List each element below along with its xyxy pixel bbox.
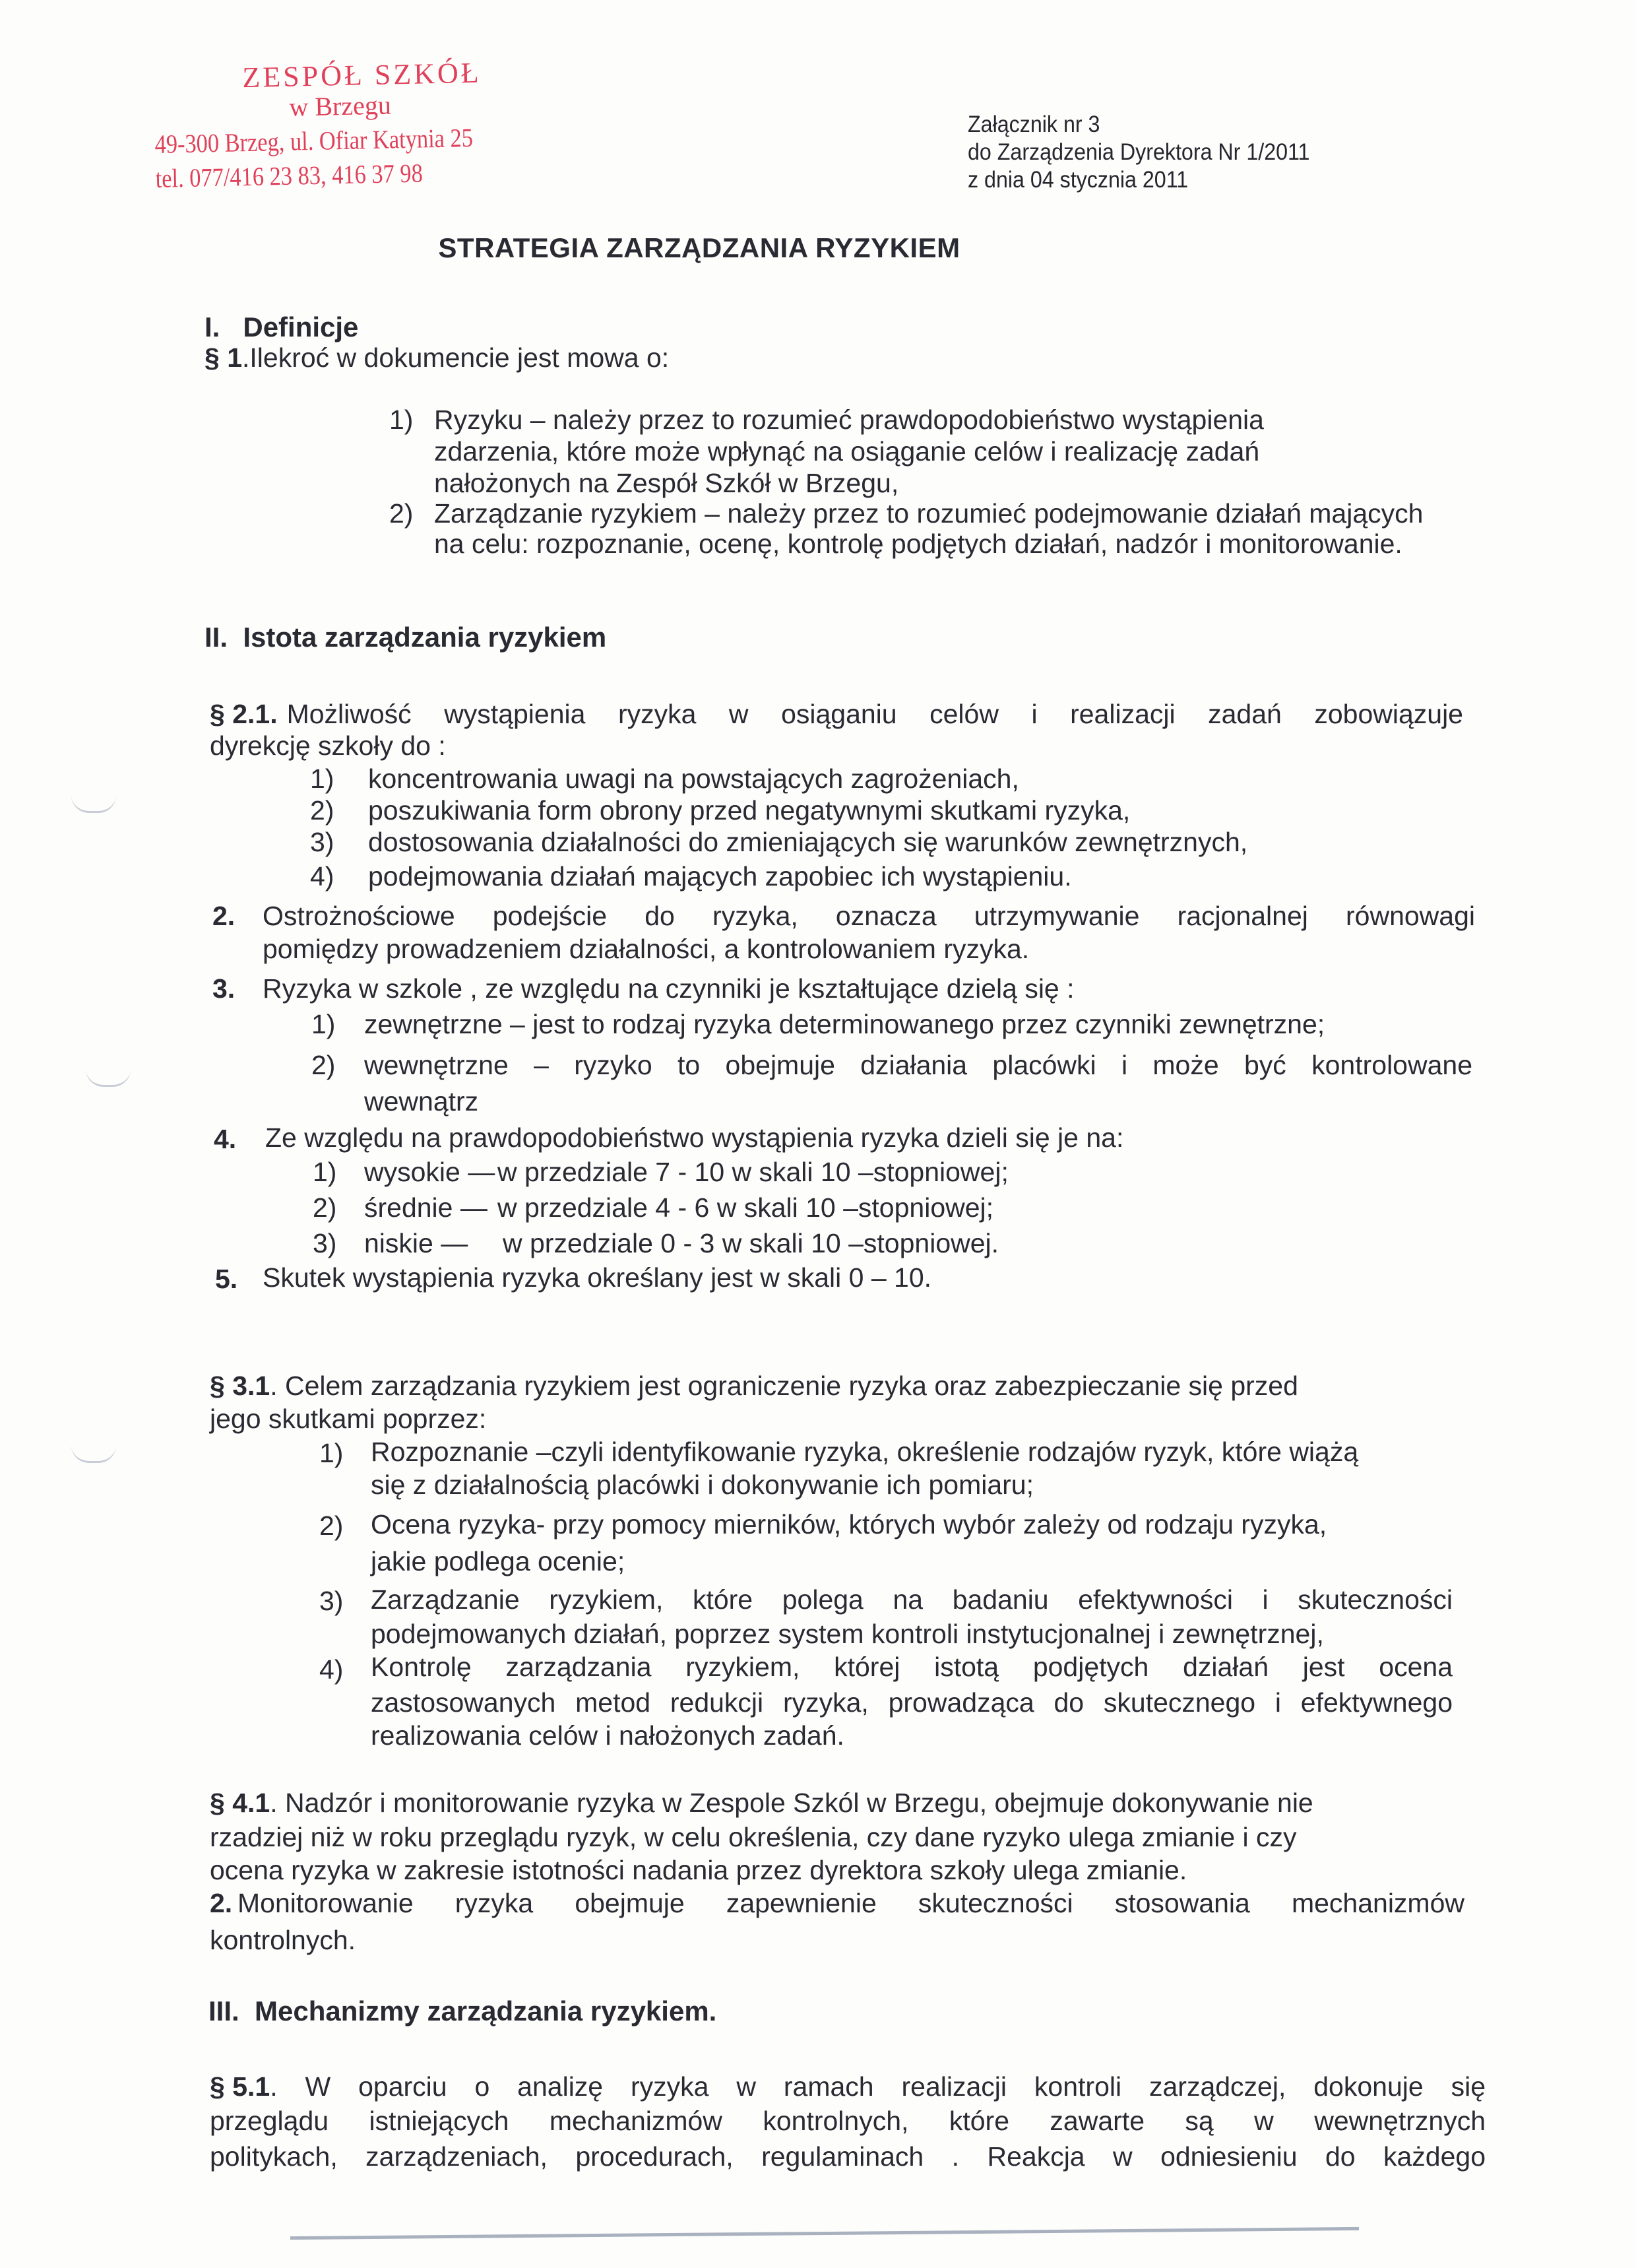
section-number: I. bbox=[204, 311, 220, 342]
paragraph-text: . Nadzór i monitorowanie ryzyka w Zespole Szkól w Brzegu, obejmuje dokonywanie nie bbox=[270, 1788, 1313, 1818]
punch-hole-mark bbox=[86, 1069, 131, 1087]
list-number: 3) bbox=[319, 1586, 344, 1616]
risk-level-range: w przedziale 4 - 6 w skali 10 –stopniowej; bbox=[497, 1192, 994, 1223]
school-stamp bbox=[153, 54, 565, 208]
list-item-text bbox=[371, 1651, 1453, 1683]
list-item-text: koncentrowania uwagi na powstających zagrożeniach, bbox=[368, 763, 1019, 794]
paragraph-text: . W oparciu o analizę ryzyka w ramach realizacji kontroli zarządczej, dokonuje się bbox=[270, 2071, 1486, 2102]
list-item-text: podejmowanych działań, poprzez system kontroli instytucjonalnej i zewnętrznej, bbox=[371, 1619, 1324, 1649]
list-number: 1) bbox=[389, 405, 414, 435]
list-item-text: wewnątrz bbox=[364, 1086, 479, 1117]
list-item-text: realizowania celów i nałożonych zadań. bbox=[371, 1720, 844, 1751]
risk-level-range: w przedziale 0 - 3 w skali 10 –stopniowej. bbox=[503, 1228, 999, 1258]
list-number: 1) bbox=[313, 1157, 337, 1187]
paragraph-mark: § 2.1. bbox=[210, 699, 278, 729]
annex-number: Załącznik nr 3 bbox=[968, 112, 1100, 137]
annex-date: z dnia 04 stycznia 2011 bbox=[968, 167, 1189, 193]
paragraph-line: Ze względu na prawdopodobieństwo wystąpienia ryzyka dzieli się je na: bbox=[265, 1122, 1124, 1153]
risk-level-label: wysokie — bbox=[364, 1157, 495, 1187]
section-heading-mechanisms bbox=[208, 1995, 716, 2027]
section-heading-definitions bbox=[204, 311, 358, 343]
list-number: 1) bbox=[319, 1438, 344, 1468]
list-number: 3. bbox=[212, 973, 236, 1004]
list-item-line: Zarządzanie ryzykiem, które polega na badaniu efektywności i skuteczności bbox=[371, 1584, 1453, 1615]
list-number: 4) bbox=[310, 861, 334, 891]
section-title: Mechanizmy zarządzania ryzykiem. bbox=[255, 1995, 717, 2026]
paragraph-text: Monitorowanie ryzyka obejmuje zapewnienie skuteczności stosowania mechanizmów bbox=[237, 1888, 1464, 1918]
paragraph-mark: § 1 bbox=[204, 342, 242, 373]
paragraph-text: przeglądu istniejących mechanizmów kontrolnych, które zawarte są w wewnętrznych bbox=[210, 2106, 1486, 2136]
list-number: 4) bbox=[319, 1654, 344, 1685]
list-number: 4. bbox=[214, 1124, 237, 1154]
definition-line: Zarządzanie ryzykiem – należy przez to rozumieć podejmowanie działań mających bbox=[434, 498, 1424, 529]
list-number: 2) bbox=[389, 498, 414, 529]
section-heading-essence bbox=[204, 622, 606, 653]
section-number: II. bbox=[204, 622, 228, 653]
list-number: 3) bbox=[310, 827, 334, 857]
risk-level-label: średnie — bbox=[364, 1192, 488, 1223]
paragraph-line: rzadziej niż w roku przeglądu ryzyk, w celu określenia, czy dane ryzyko ulega zmianie i czy bbox=[210, 1822, 1297, 1852]
definition-line: na celu: rozpoznanie, ocenę, kontrolę podjętych działań, nadzór i monitorowanie. bbox=[434, 529, 1402, 559]
list-item-text bbox=[364, 1049, 1472, 1081]
list-item-text: Rozpoznanie –czyli identyfikowanie ryzyka, określenie rodzajów ryzyk, które wiążą bbox=[371, 1437, 1359, 1467]
paragraph-text: politykach, zarządzeniach, procedurach, regulaminach . Reakcja w odniesieniu do każdego bbox=[210, 2141, 1486, 2172]
stamp-line-school-name: ZESPÓŁ SZKÓŁ bbox=[241, 56, 482, 94]
section-number: III. bbox=[208, 1995, 239, 2026]
paragraph-line: Ryzyka w szkole , ze względu na czynniki je kształtujące dzielą się : bbox=[263, 973, 1075, 1004]
list-number: 2) bbox=[310, 795, 334, 826]
list-item-text: dostosowania działalności do zmieniających się warunków zewnętrznych, bbox=[368, 827, 1248, 857]
paragraph-line: ocena ryzyka w zakresie istotności nadania przez dyrektora szkoły ulega zmianie. bbox=[210, 1855, 1187, 1885]
list-item-line: wewnętrzne – ryzyko to obejmuje działania placówki i może być kontrolowane bbox=[364, 1050, 1472, 1080]
list-item-text: Ocena ryzyka- przy pomocy mierników, których wybór zależy od rodzaju ryzyka, bbox=[371, 1509, 1327, 1539]
list-number: 1) bbox=[311, 1009, 336, 1039]
paragraph-line bbox=[263, 900, 1475, 932]
list-item-text: podejmowania działań mających zapobiec ich wystąpieniu. bbox=[368, 861, 1072, 891]
list-item-text: zewnętrzne – jest to rodzaj ryzyka determinowanego przez czynniki zewnętrzne; bbox=[364, 1009, 1325, 1039]
list-item-text bbox=[371, 1584, 1453, 1615]
section-title: Definicje bbox=[243, 311, 359, 342]
paragraph-3-1 bbox=[210, 1370, 1298, 1402]
document-title: STRATEGIA ZARZĄDZANIA RYZYKIEM bbox=[438, 232, 960, 263]
annex-reference bbox=[968, 111, 1340, 194]
section-title: Istota zarządzania ryzykiem bbox=[243, 622, 607, 653]
list-number: 3) bbox=[313, 1228, 337, 1258]
list-item-text: jakie podlega ocenie; bbox=[371, 1546, 625, 1576]
paragraph-line bbox=[210, 2105, 1486, 2137]
definition-line: nałożonych na Zespół Szkół w Brzegu, bbox=[434, 468, 899, 498]
paragraph-line: kontrolnych. bbox=[210, 1925, 356, 1955]
list-item-text: poszukiwania form obrony przed negatywnymi skutkami ryzyka, bbox=[368, 795, 1131, 826]
paragraph-mark: § 4.1 bbox=[210, 1788, 270, 1818]
list-number: 2) bbox=[311, 1050, 336, 1080]
list-number: 2. bbox=[212, 901, 236, 931]
paragraph-line bbox=[237, 1887, 1464, 1919]
paragraph-text: .Ilekroć w dokumencie jest mowa o: bbox=[242, 342, 670, 373]
list-number: 5. bbox=[215, 1264, 238, 1294]
stamp-line-address: 49-300 Brzeg, ul. Ofiar Katynia 25 bbox=[154, 122, 474, 159]
punch-hole-mark bbox=[71, 795, 116, 813]
paragraph-1 bbox=[204, 342, 669, 373]
paragraph-line: pomiędzy prowadzeniem działalności, a kontrolowaniem ryzyka. bbox=[263, 934, 1030, 964]
list-number: 2) bbox=[319, 1510, 344, 1541]
paragraph-mark: § 5.1 bbox=[210, 2071, 270, 2102]
paragraph-4-1 bbox=[210, 1787, 1313, 1819]
list-number: 2) bbox=[313, 1192, 337, 1223]
paragraph-line: dyrekcję szkoły do : bbox=[210, 730, 446, 761]
list-item-line: Kontrolę zarządzania ryzykiem, której istotą podjętych działań jest ocena bbox=[371, 1652, 1453, 1682]
paragraph-text: Ostrożnościowe podejście do ryzyka, oznacza utrzymywanie racjonalnej równowagi bbox=[263, 901, 1475, 931]
paragraph-text: Możliwość wystąpienia ryzyka w osiąganiu celów i realizacji zadań zobowiązuje bbox=[286, 699, 1463, 729]
definition-line: zdarzenia, które może wpłynąć na osiąganie celów i realizację zadań bbox=[434, 436, 1260, 467]
footer-rule bbox=[290, 2227, 1359, 2240]
stamp-line-city: w Brzegu bbox=[288, 90, 392, 122]
paragraph-5-1 bbox=[210, 2071, 1486, 2102]
list-number: 1) bbox=[310, 763, 334, 794]
list-item-text bbox=[371, 1687, 1453, 1718]
punch-hole-mark bbox=[71, 1445, 116, 1463]
risk-level-label: niskie — bbox=[364, 1228, 468, 1258]
stamp-line-phone: tel. 077/416 23 83, 416 37 98 bbox=[155, 158, 424, 193]
paragraph-line: Skutek wystąpienia ryzyka określany jest w skali 0 – 10. bbox=[263, 1262, 932, 1293]
paragraph-line: jego skutkami poprzez: bbox=[210, 1404, 487, 1434]
paragraph-line bbox=[210, 2141, 1486, 2172]
definition-line: Ryzyku – należy przez to rozumieć prawdopodobieństwo wystąpienia bbox=[434, 405, 1264, 435]
list-item-text: się z działalnością placówki i dokonywanie ich pomiaru; bbox=[371, 1470, 1034, 1500]
list-number: 2. bbox=[210, 1888, 233, 1918]
paragraph-text: . Celem zarządzania ryzykiem jest ograniczenie ryzyka oraz zabezpieczanie się przed bbox=[270, 1371, 1298, 1401]
paragraph-mark: § 3.1 bbox=[210, 1371, 270, 1401]
risk-level-range: w przedziale 7 - 10 w skali 10 –stopniowej; bbox=[497, 1157, 1009, 1187]
paragraph-2-1 bbox=[210, 698, 1463, 730]
list-item-line: zastosowanych metod redukcji ryzyka, prowadząca do skutecznego i efektywnego bbox=[371, 1687, 1453, 1718]
annex-ordinance: do Zarządzenia Dyrektora Nr 1/2011 bbox=[968, 139, 1310, 165]
